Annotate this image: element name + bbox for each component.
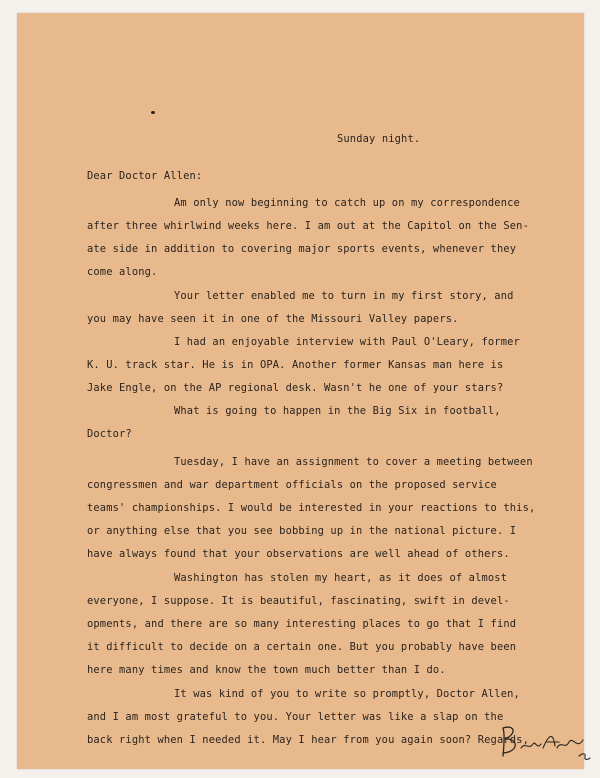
body-line: or anything else that you see bobbing up in the national picture. I (87, 525, 517, 537)
body-line: and I am most grateful to you. Your letter was like a slap on the (87, 711, 504, 723)
body-line: opments, and there are so many interesting places to go that I find (87, 618, 517, 630)
body-line: Doctor? (87, 428, 132, 440)
letter-page (17, 13, 584, 769)
body-line: after three whirlwind weeks here. I am out at the Capitol on the Sen- (87, 220, 529, 232)
body-line: Jake Engle, on the AP regional desk. Wasn't he one of your stars? (87, 382, 504, 394)
body-line: it difficult to decide on a certain one. But you probably have been (87, 641, 517, 653)
body-line: Tuesday, I have an assignment to cover a meeting between (174, 456, 533, 468)
body-line: teams' championships. I would be interested in your reactions to this, (87, 502, 536, 514)
body-line: have always found that your observations are well ahead of others. (87, 548, 510, 560)
body-line: What is going to happen in the Big Six in football, (174, 405, 501, 417)
body-line: Washington has stolen my heart, as it does of almost (174, 572, 508, 584)
body-line: Am only now beginning to catch up on my correspondence (174, 197, 520, 209)
punch-mark (151, 111, 155, 114)
body-line: It was kind of you to write so promptly, Doctor Allen, (174, 688, 520, 700)
body-line: K. U. track star. He is in OPA. Another former Kansas man here is (87, 359, 504, 371)
body-line: back right when I needed it. May I hear from you again soon? Regards, (87, 734, 529, 746)
dateline: Sunday night. (337, 133, 421, 145)
body-line: I had an enjoyable interview with Paul O'Leary, former (174, 336, 520, 348)
body-line: Your letter enabled me to turn in my first story, and (174, 290, 514, 302)
body-line: everyone, I suppose. It is beautiful, fascinating, swift in devel- (87, 595, 510, 607)
body-line: here many times and know the town much better than I do. (87, 664, 446, 676)
body-line: congressmen and war department officials on the proposed service (87, 479, 497, 491)
handwritten-signature (495, 720, 595, 764)
salutation: Dear Doctor Allen: (87, 170, 203, 182)
body-line: come along. (87, 266, 158, 278)
body-line: you may have seen it in one of the Missouri Valley papers. (87, 313, 459, 325)
body-line: ate side in addition to covering major sports events, whenever they (87, 243, 517, 255)
